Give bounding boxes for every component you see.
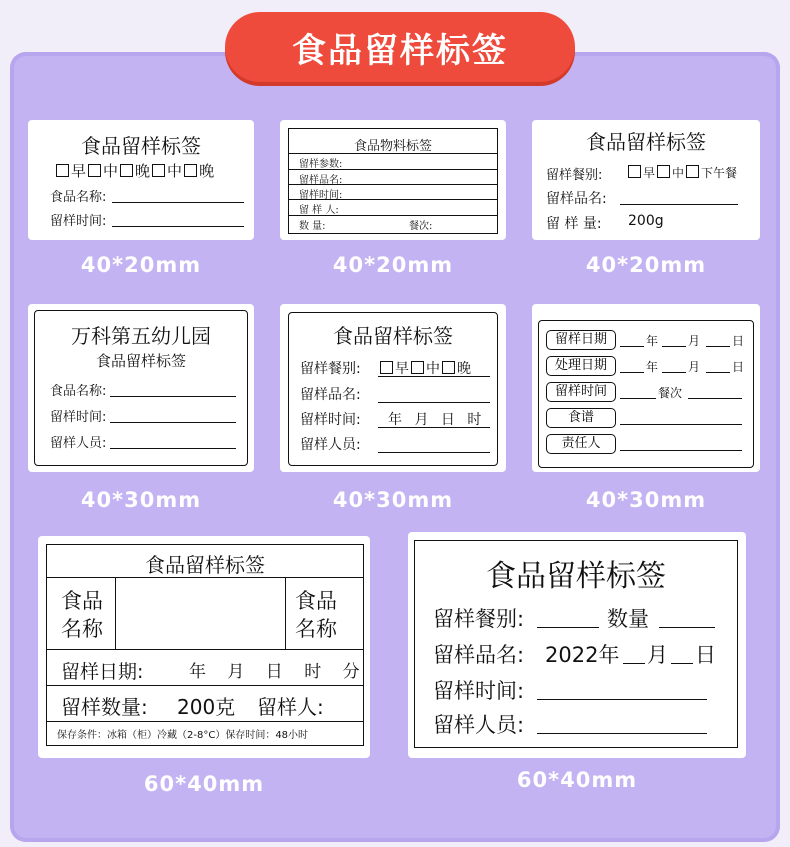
food-name-label: 食品 <box>295 589 337 613</box>
tag-menu: 食谱 <box>546 408 616 428</box>
checkbox <box>411 361 424 374</box>
field-label: 留样品名: <box>299 175 343 186</box>
size-label: 60*40mm <box>516 768 638 792</box>
size-label: 40*20mm <box>332 253 454 277</box>
label-grid <box>46 544 368 746</box>
field-label: 食品名称: <box>50 384 107 399</box>
field-label: 留样人员: <box>300 437 361 453</box>
unit-text: 年 <box>646 334 659 348</box>
card-subtitle: 食品留样标签 <box>95 352 186 370</box>
checkbox <box>380 361 393 374</box>
label-card-2 <box>280 120 506 240</box>
checkbox <box>628 165 641 178</box>
meal-options: 早 中 晚 <box>378 358 471 378</box>
field-value: 200g <box>628 213 664 229</box>
size-label: 40*30mm <box>585 488 707 512</box>
field-label: 餐次: <box>409 221 433 232</box>
person-label: 留样人员: <box>433 713 525 737</box>
field-label: 留样人员: <box>50 436 107 451</box>
field-label: 留 样 量: <box>546 216 602 232</box>
meal-label: 留样餐别: <box>300 361 361 377</box>
meal-options: 早 中 晚 中 晚 <box>54 160 214 181</box>
date-units: 年 月 日 时 分 <box>189 662 368 682</box>
food-name-label: 食品 <box>61 589 103 613</box>
field-label: 留样参数: <box>299 159 343 170</box>
field-line <box>110 396 236 397</box>
field-line <box>112 226 244 227</box>
person-label: 留样人: <box>257 695 324 719</box>
field-label: 留样时间: <box>300 412 361 428</box>
food-name-label: 名称 <box>295 617 337 641</box>
field-label: 留样时间: <box>50 214 107 229</box>
tag-process-date: 处理日期 <box>546 356 616 376</box>
size-label: 40*30mm <box>80 488 202 512</box>
card-title: 食品留样标签 <box>586 130 706 154</box>
unit-text: 月 <box>688 360 701 374</box>
storage-note: 保存条件：冰箱（柜）冷藏（2-8°C）保存时间：48小时 <box>57 730 309 741</box>
label-card-8 <box>408 532 746 758</box>
qty-label: 留样数量: <box>61 695 148 719</box>
unit-text: 月 <box>688 334 701 348</box>
label-card-4 <box>28 304 254 472</box>
tag-person: 责任人 <box>546 434 616 454</box>
tag-time: 留样时间 <box>546 382 616 402</box>
field-line <box>110 422 236 423</box>
qty-value: 200克 <box>177 695 236 719</box>
checkbox <box>442 361 455 374</box>
label-card-1 <box>28 120 254 240</box>
time-label: 留样时间: <box>433 679 525 703</box>
unit-text: 日 <box>732 334 745 348</box>
field-line <box>110 448 236 449</box>
size-label: 40*20mm <box>585 253 707 277</box>
field-label: 食品名称: <box>50 190 107 205</box>
field-label: 数 量: <box>299 221 326 232</box>
size-label: 40*30mm <box>332 488 454 512</box>
card-title: 食品留样标签 <box>145 553 265 577</box>
unit-text: 日 <box>732 360 745 374</box>
card-title: 食品留样标签 <box>333 324 453 348</box>
checkbox <box>152 164 165 177</box>
month-text: 月 <box>647 643 668 667</box>
checkbox <box>88 164 101 177</box>
page-title: 食品留样标签 <box>225 12 575 82</box>
label-grid <box>288 128 498 234</box>
checkbox <box>120 164 133 177</box>
name-label: 留样品名: <box>433 643 525 667</box>
label-card-5 <box>280 304 506 472</box>
field-line <box>112 202 244 203</box>
field-line <box>378 427 490 428</box>
tag-date: 留样日期 <box>546 330 616 350</box>
field-label: 留样时间: <box>299 190 343 201</box>
checkbox <box>686 165 699 178</box>
field-line <box>378 376 490 377</box>
qty-label: 数量 <box>607 607 649 631</box>
label-grid <box>414 540 738 748</box>
field-label: 留样品名: <box>546 191 607 207</box>
field-label: 留样品名: <box>300 387 361 403</box>
meal-label: 留样餐别: <box>433 607 525 631</box>
field-line <box>378 402 490 403</box>
year-value: 2022年 <box>545 643 620 667</box>
field-line <box>620 204 738 205</box>
checkbox <box>56 164 69 177</box>
card-title: 食品留样标签 <box>486 559 666 594</box>
size-label: 40*20mm <box>80 253 202 277</box>
label-card-3 <box>532 120 760 240</box>
card-title: 食品留样标签 <box>81 134 201 158</box>
unit-text: 餐次 <box>658 386 683 400</box>
food-name-label: 名称 <box>61 617 103 641</box>
field-label: 留 样 人: <box>299 205 339 216</box>
time-units: 年 月 日 时 <box>388 412 486 428</box>
label-card-6 <box>532 304 760 472</box>
field-label: 留样时间: <box>50 410 107 425</box>
meal-options: 早 中 下午餐 <box>626 164 737 181</box>
unit-text: 年 <box>646 360 659 374</box>
meal-label: 留样餐别: <box>546 168 603 183</box>
date-label: 留样日期: <box>61 661 144 683</box>
label-card-7 <box>38 536 370 758</box>
card-title: 万科第五幼儿园 <box>71 324 211 348</box>
size-label: 60*40mm <box>143 772 265 796</box>
day-text: 日 <box>695 643 716 667</box>
checkbox <box>657 165 670 178</box>
checkbox <box>184 164 197 177</box>
field-line <box>378 452 490 453</box>
card-title: 食品物料标签 <box>353 139 432 154</box>
